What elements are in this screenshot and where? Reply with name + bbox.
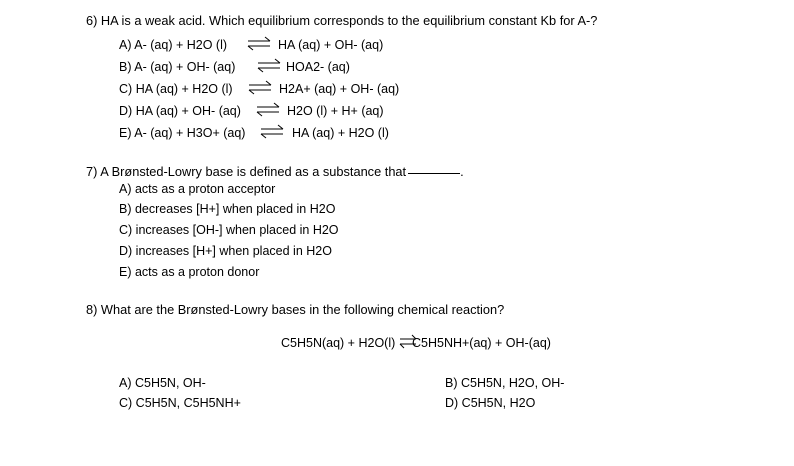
q6-option-label: A) (119, 38, 132, 52)
q6-option-rhs: HA (aq) + H2O (l) (292, 126, 389, 140)
q6-option-label: E) (119, 126, 132, 140)
q6-option-label: D) (119, 104, 133, 118)
reaction-rhs: C5H5NH+(aq) + OH-(aq) (412, 336, 551, 350)
q6-option-a[interactable] (119, 39, 227, 52)
q6-option-rhs: HA (aq) + OH- (aq) (278, 38, 384, 52)
equilibrium-arrow-icon (256, 58, 282, 77)
q6-option-lhs: A- (aq) + H2O (l) (134, 38, 228, 52)
equilibrium-arrow-icon (247, 80, 273, 99)
q7-option-e[interactable]: E) acts as a proton donor (119, 265, 260, 279)
q7-option-a[interactable]: A) acts as a proton acceptor (119, 182, 276, 196)
equilibrium-arrow-icon (246, 36, 272, 55)
q8-option-d[interactable]: D) C5H5N, H2O (445, 396, 536, 410)
q6-option-label: C) (119, 82, 133, 96)
answer-blank (408, 173, 460, 174)
q7-option-c[interactable]: C) increases [OH-] when placed in H2O (119, 223, 339, 237)
q6-option-lhs: HA (aq) + H2O (l) (135, 82, 233, 96)
equilibrium-arrow-icon (255, 102, 281, 121)
q6-option-rhs: HOA2- (aq) (286, 60, 350, 74)
q6-option-e[interactable] (119, 127, 245, 140)
q7-option-b[interactable]: B) decreases [H+] when placed in H2O (119, 202, 336, 216)
q6-option-label: B) (119, 60, 132, 74)
q8-option-b[interactable]: B) C5H5N, H2O, OH- (445, 376, 565, 390)
question-7: 7) A Brønsted-Lowry base is defined as a substance that . (86, 164, 464, 179)
q6-option-d[interactable] (119, 105, 241, 118)
q6-option-rhs: H2A+ (aq) + OH- (aq) (279, 82, 400, 96)
reaction-lhs: C5H5N(aq) + H2O(l) (281, 336, 396, 350)
q6-option-c[interactable] (119, 83, 233, 96)
q6-option-b[interactable] (119, 61, 235, 74)
q7-option-d[interactable]: D) increases [H+] when placed in H2O (119, 244, 332, 258)
q6-option-rhs: H2O (l) + H+ (aq) (287, 104, 384, 118)
q8-option-c[interactable]: C) C5H5N, C5H5NH+ (119, 396, 241, 410)
q6-option-lhs: HA (aq) + OH- (aq) (135, 104, 241, 118)
q6-option-lhs: A- (aq) + OH- (aq) (134, 60, 236, 74)
question-6-stem: 6) HA is a weak acid. Which equilibrium corresponds to the equilibrium constant Kb for A-? (86, 13, 598, 28)
question-8-stem: 8) What are the Brønsted-Lowry bases in the following chemical reaction? (86, 302, 505, 317)
equilibrium-arrow-icon (259, 124, 285, 143)
question-7-stem: 7) A Brønsted-Lowry base is defined as a substance that (86, 164, 407, 179)
q6-option-lhs: A- (aq) + H3O+ (aq) (134, 126, 246, 140)
q8-option-a[interactable]: A) C5H5N, OH- (119, 376, 206, 390)
